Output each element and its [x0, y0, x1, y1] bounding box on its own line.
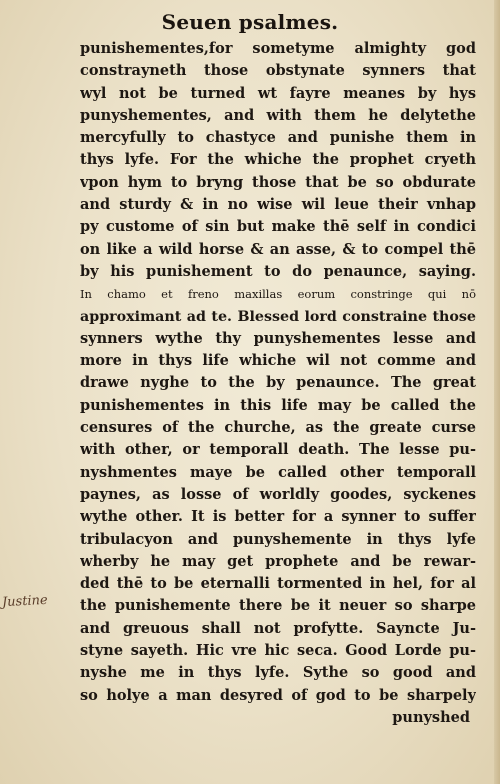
text-line: vpon hym to bryng those that be so obdurate: [80, 173, 476, 191]
text-line: with other, or temporall death. The lesse pu-: [80, 441, 476, 459]
text-line: drawe nyghe to the by penaunce. The great: [80, 374, 476, 392]
text-line: tribulacyon and punyshemente in thys lyfe: [80, 530, 476, 548]
text-line: more in thys life whiche wil not comme and: [80, 352, 476, 370]
text-line: censures of the churche, as the greate curse: [80, 419, 476, 437]
text-line: punishementes,for sometyme almighty god: [80, 40, 476, 57]
text-line: the punishemente there be it neuer so sharpe: [80, 597, 476, 615]
margin-annotation: Justine: [1, 592, 49, 611]
text-line: paynes, as losse of worldly goodes, syckenes: [80, 485, 476, 503]
text-line: constrayneth those obstynate synners that: [80, 62, 476, 80]
page-edge: [494, 0, 500, 784]
running-head: Seuen psalmes.: [161, 10, 339, 34]
latin-quotation-line: In chamo et freno maxillas eorum constringe qui nō: [80, 287, 476, 302]
catchword-line: punyshed: [392, 708, 470, 726]
text-line: thys lyfe. For the whiche the prophet cryeth: [80, 151, 476, 169]
text-line: nyshmentes maye be called other temporall: [80, 463, 476, 481]
text-line: wyl not be turned wt fayre meanes by hys: [80, 84, 476, 102]
text-line: on like a wild horse & an asse, & to compel thē: [80, 240, 476, 258]
text-line: py custome of sin but make thē self in condici: [80, 218, 476, 236]
text-line: wythe other. It is better for a synner to suffer: [80, 508, 476, 526]
body-text: [80, 38, 476, 729]
text-line: by his punishement to do penaunce, saying.: [80, 262, 476, 280]
text-line: wherby he may get prophete and be rewar-: [80, 552, 476, 570]
text-line: ded thē to be eternalli tormented in hel, for al: [80, 575, 476, 593]
text-line: mercyfully to chastyce and punishe them in: [80, 129, 476, 147]
text-line: punyshementes, and with them he delytethe: [80, 106, 476, 124]
text-line: synners wythe thy punyshementes lesse and: [80, 329, 476, 347]
text-line: nyshe me in thys lyfe. Sythe so good and: [80, 664, 476, 682]
text-line: approximant ad te. Blessed lord constraine those: [80, 308, 476, 325]
text-line: so holye a man desyred of god to be sharpely: [80, 686, 476, 704]
text-line: punishementes in this life may be called the: [80, 396, 476, 414]
text-line: and greuous shall not profytte. Sayncte Ju-: [80, 619, 476, 637]
text-line: styne sayeth. Hic vre hic seca. Good Lorde pu-: [80, 642, 476, 660]
text-line: and sturdy & in no wise wil leue their vnhap: [80, 196, 476, 214]
